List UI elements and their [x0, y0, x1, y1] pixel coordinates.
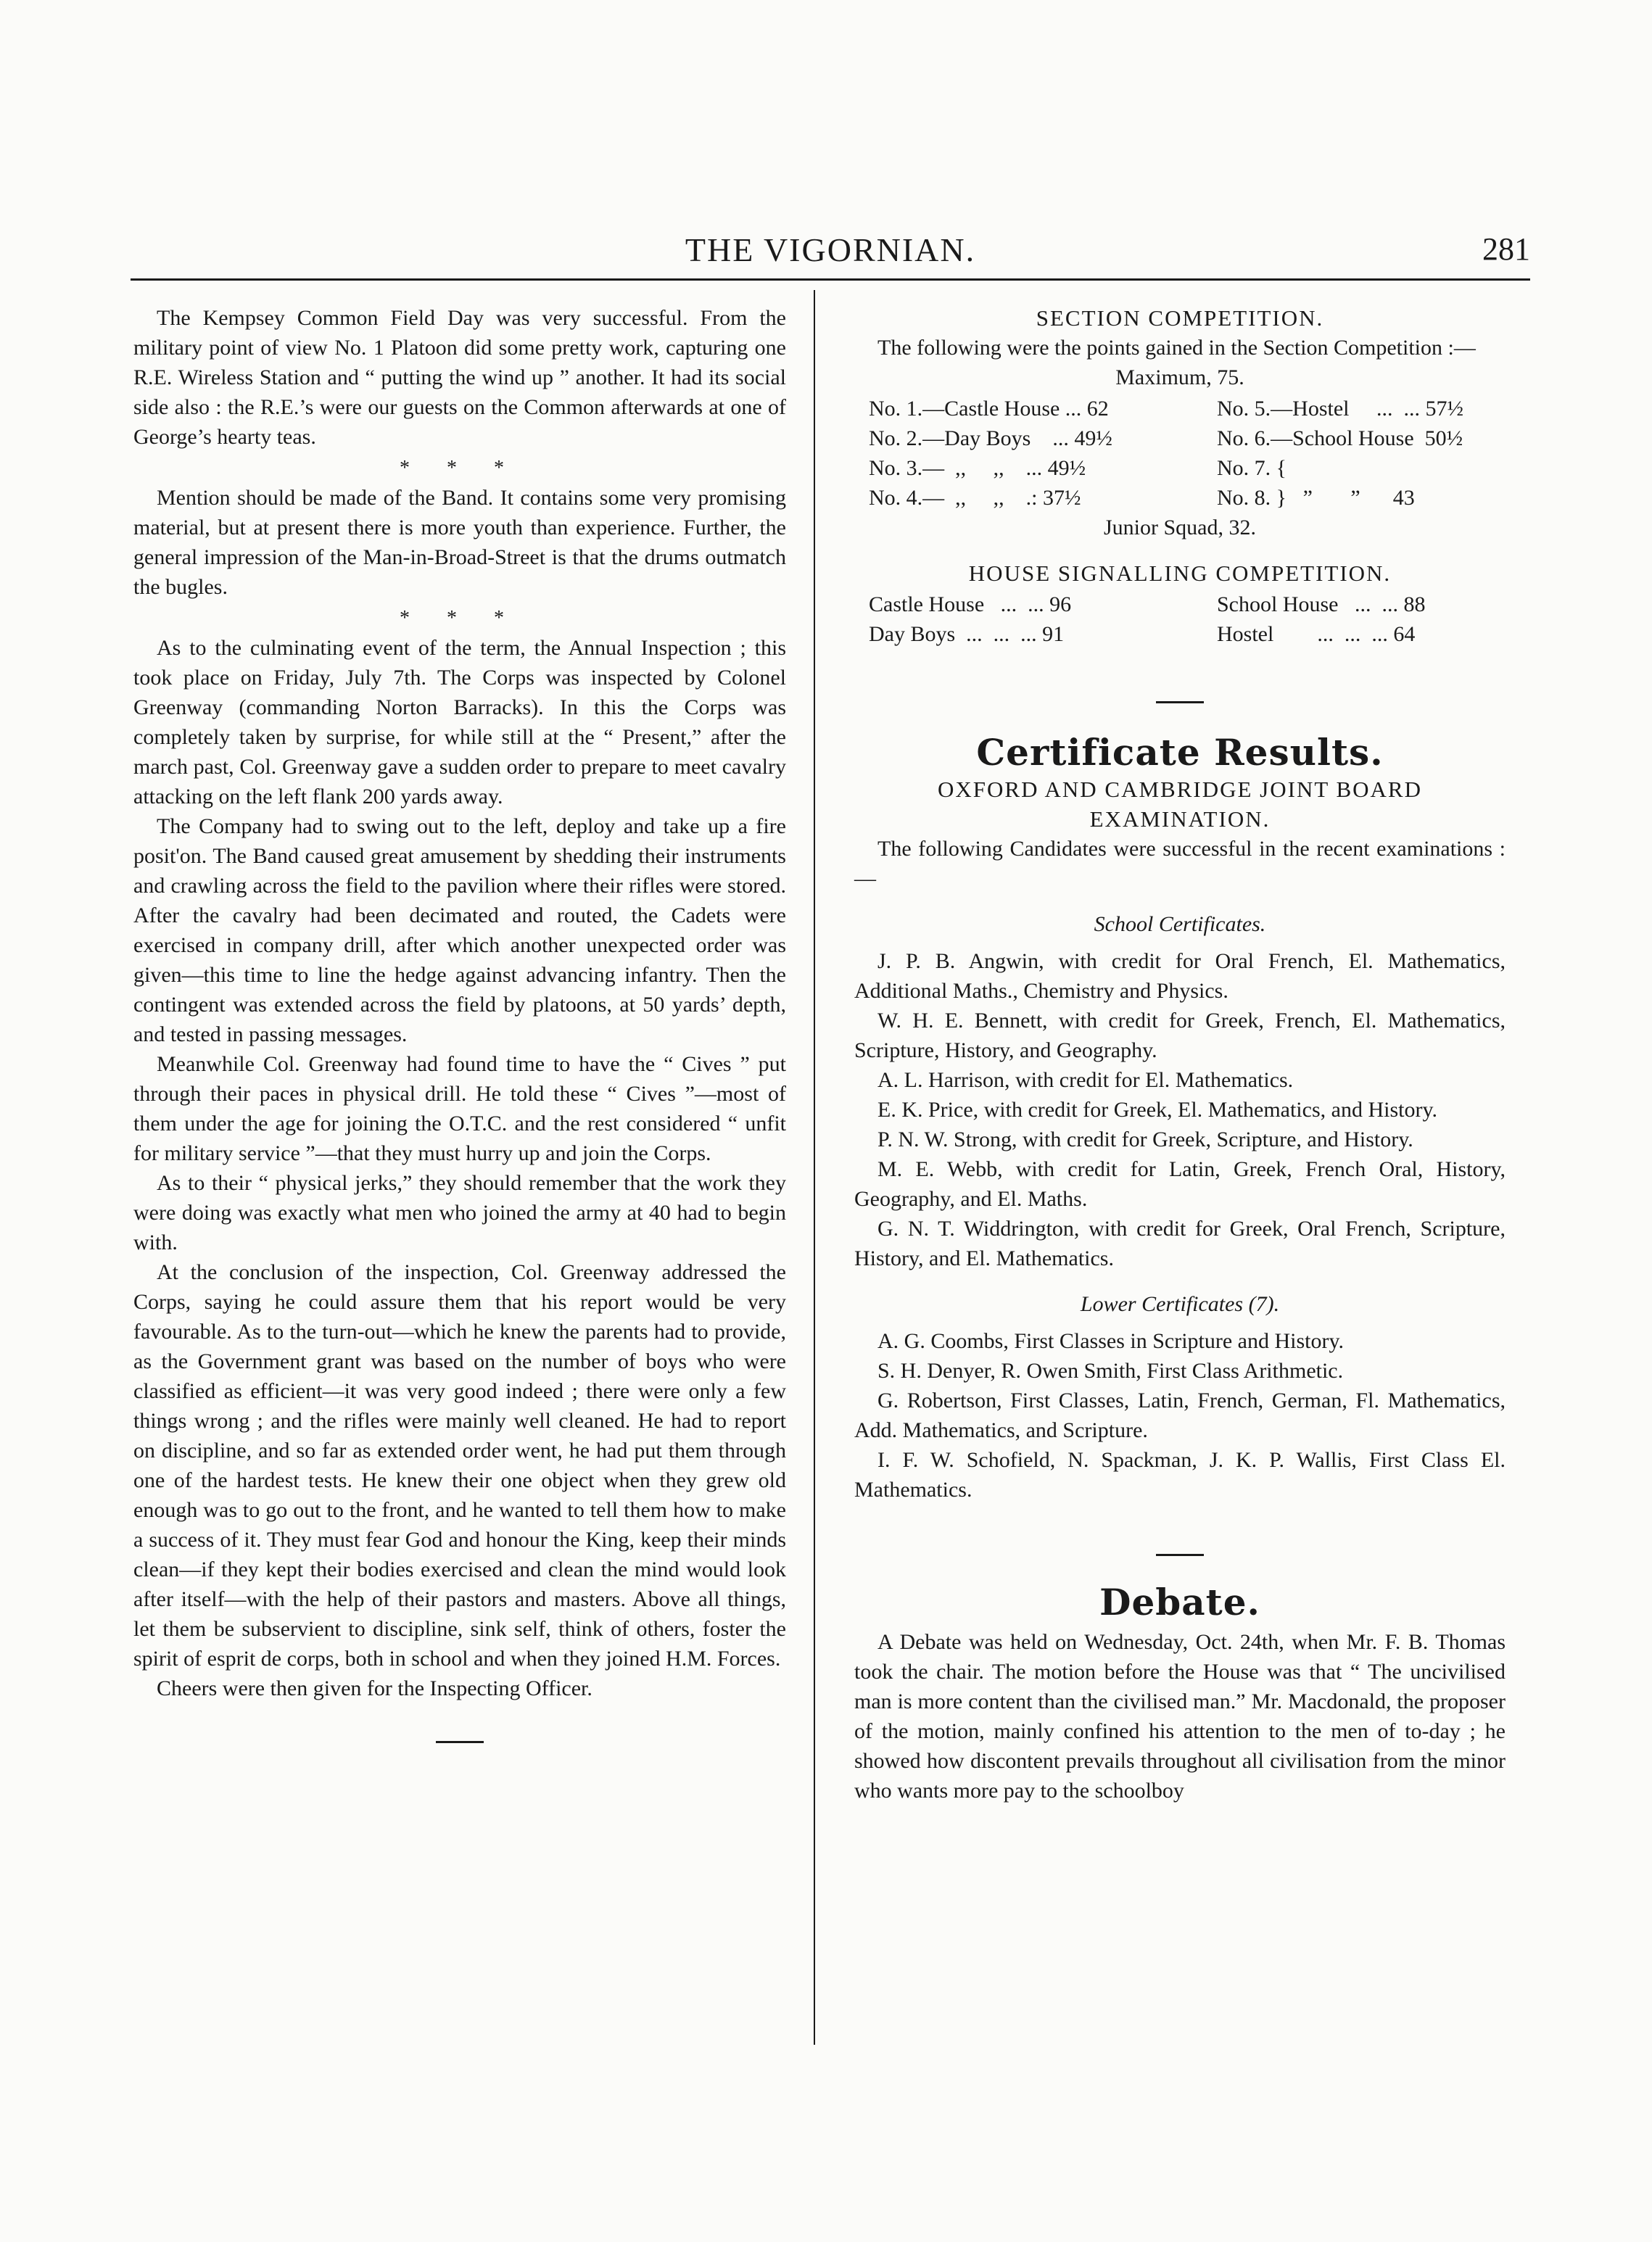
- debate-heading: Debate.: [1099, 1581, 1260, 1623]
- debate-paragraph: A Debate was held on Wednesday, Oct. 24th, when Mr. F. B. Thomas took the chair. The motion before the House was that “ The uncivilised man is more content than the civilised man.” Mr. Macdonald, the proposer of the motion, mainly confined his attention to the men of to-day ; he showed how discontent prevails throughout all civilisation from the minor who wants more pay to the schoolboy: [854, 1630, 1506, 1803]
- score-cell: Hostel ... ... ... 64: [1217, 622, 1416, 646]
- score-cell: School House ... ... 88: [1217, 592, 1426, 616]
- section-competition-heading: SECTION COMPETITION.: [1036, 305, 1324, 331]
- physical-jerks-paragraph: As to their “ physical jerks,” they should remember that the work they were doing was exactly what men who joined the army at 40 had to begin with.: [133, 1171, 786, 1254]
- score-cell: Castle House ... ... 96: [869, 592, 1072, 616]
- certificate-heading: Certificate Results.: [976, 731, 1384, 774]
- list-item: A. L. Harrison, with credit for El. Mathematics.: [877, 1068, 1294, 1092]
- certificate-intro: The following Candidates were successful in the recent examinations :—: [854, 837, 1506, 890]
- list-item: G. N. T. Widdrington, with credit for Greek, Oral French, Scripture, History, and El. Mathematics.: [854, 1217, 1506, 1270]
- list-item: M. E. Webb, with credit for Latin, Greek, French Oral, History, Geography, and El. Maths.: [854, 1157, 1506, 1211]
- board-heading: OXFORD AND CAMBRIDGE JOINT BOARD EXAMINATION.: [938, 777, 1422, 832]
- lower-certificates-heading: Lower Certificates (7).: [1080, 1292, 1280, 1316]
- list-item: J. P. B. Angwin, with credit for Oral French, El. Mathematics, Additional Maths., Chemistry and Physics.: [854, 949, 1506, 1003]
- table-row: [869, 590, 1500, 619]
- right-column: [854, 303, 1506, 1805]
- score-cell: No. 8. } ” ” 43: [1217, 486, 1415, 510]
- list-item: P. N. W. Strong, with credit for Greek, Scripture, and History.: [877, 1128, 1413, 1151]
- score-cell: No. 4.— ,, ,, .: 37½: [869, 486, 1081, 510]
- page-number: 281: [1482, 231, 1530, 267]
- cheers-paragraph: Cheers were then given for the Inspecting Officer.: [157, 1676, 592, 1700]
- score-cell: No. 6.—School House 50½: [1217, 426, 1463, 450]
- score-cell: No. 7. {: [1217, 456, 1287, 480]
- table-row: [869, 394, 1500, 423]
- score-cell: Day Boys ... ... ... 91: [869, 622, 1065, 646]
- list-item: I. F. W. Schofield, N. Spackman, J. K. P. Wallis, First Class El. Mathematics.: [854, 1448, 1506, 1502]
- score-cell: No. 3.— ,, ,, ... 49½: [869, 456, 1086, 480]
- junior-squad: Junior Squad, 32.: [1104, 516, 1256, 539]
- header-rule: [131, 278, 1530, 281]
- conclusion-paragraph: At the conclusion of the inspection, Col. Greenway addressed the Corps, saying he could assure them that his report would be very favourable. As to the turn-out—which he knew the parents had to provide, as the Government grant was based on the number of boys who were classified as efficient—it was very good indeed ; there were only a few things wrong ; and the rifles were mainly well cleaned. He had to report on discipline, and so far as extended order went, he had put them through one of the hardest tests. He knew their one object when they grew old enough was to go out to the front, and he wanted to tell them how to make a success of it. They must fear God and honour the King, keep their minds clean—if they kept their bodies exercised and clean the mind would look after itself—with the help of their pastors and masters. Above all things, let them be subservient to discipline, sink self, think of others, foster the spirit of esprit de corps, both in school and when they joined H.M. Forces.: [133, 1260, 786, 1671]
- section-scores-table: [869, 394, 1500, 513]
- list-item: G. Robertson, First Classes, Latin, French, German, Fl. Mathematics, Add. Mathematics, and Scripture.: [854, 1389, 1506, 1442]
- page-header: [131, 231, 1530, 278]
- school-certificates-heading: School Certificates.: [1094, 912, 1266, 936]
- journal-title: THE VIGORNIAN.: [685, 231, 976, 268]
- score-cell: No. 1.—Castle House ... 62: [869, 397, 1109, 421]
- signalling-table: [869, 590, 1500, 649]
- list-item: E. K. Price, with credit for Greek, El. Mathematics, and History.: [877, 1098, 1438, 1122]
- table-row: [869, 619, 1500, 649]
- list-item: S. H. Denyer, R. Owen Smith, First Class Arithmetic.: [877, 1359, 1344, 1383]
- list-item: W. H. E. Bennett, with credit for Greek, French, El. Mathematics, Scripture, History, and Geography.: [854, 1009, 1506, 1062]
- inspection-paragraph: As to the culminating event of the term, the Annual Inspection ; this took place on Friday, July 7th. The Corps was inspected by Colonel Greenway (commanding Norton Barracks). In this the Corps was completely taken by surprise, for while still at the “ Present,” after the march past, Col. Greenway gave a sudden order to prepare to meet cavalry attacking on the left flank 200 yards away.: [133, 636, 786, 808]
- field-day-paragraph: The Kempsey Common Field Day was very successful. From the military point of view No. 1 Platoon did some pretty work, capturing one R.E. Wireless Station and “ putting the wind up ” another. It had its social side also : the R.E.’s were our guests on the Common afterwards at one of George’s hearty teas.: [133, 306, 786, 449]
- band-paragraph: Mention should be made of the Band. It contains some very promising material, but at present there is more youth than experience. Further, the general impression of the Man-in-Broad-Street is that the drums outmatch the bugles.: [133, 486, 786, 599]
- table-row: [869, 453, 1500, 483]
- section-stars: * * *: [400, 607, 520, 629]
- signalling-heading: HOUSE SIGNALLING COMPETITION.: [968, 560, 1392, 586]
- section-stars: * * *: [400, 457, 520, 479]
- cives-paragraph: Meanwhile Col. Greenway had found time to have the “ Cives ” put through their paces in physical drill. He told these “ Cives ”—most of them under the age for joining the O.T.C. and the rest considered “ unfit for military service ”—that they must hurry up and join the Corps.: [133, 1052, 786, 1165]
- table-row: [869, 483, 1500, 513]
- company-paragraph: The Company had to swing out to the left, deploy and take up a fire posit'on. The Band caused great amusement by shedding their instruments and crawling across the field to the pavilion where their rifles were stored. After the cavalry had been decimated and routed, the Cadets were exercised in company drill, after which another unexpected order was given—this time to line the hedge against advancing infantry. Then the contingent was extended across the field by platoons, at 50 yards’ depth, and tested in passing messages.: [133, 814, 786, 1046]
- end-rule: [436, 1741, 484, 1743]
- score-cell: No. 5.—Hostel ... ... 57½: [1217, 397, 1463, 421]
- list-item: A. G. Coombs, First Classes in Scripture and History.: [877, 1329, 1345, 1353]
- section-maximum: Maximum, 75.: [1115, 365, 1244, 389]
- column-divider: [814, 290, 815, 2045]
- section-intro: The following were the points gained in the Section Competition :—: [877, 336, 1476, 360]
- table-row: [869, 423, 1500, 453]
- left-column: [133, 303, 786, 1743]
- score-cell: No. 2.—Day Boys ... 49½: [869, 426, 1112, 450]
